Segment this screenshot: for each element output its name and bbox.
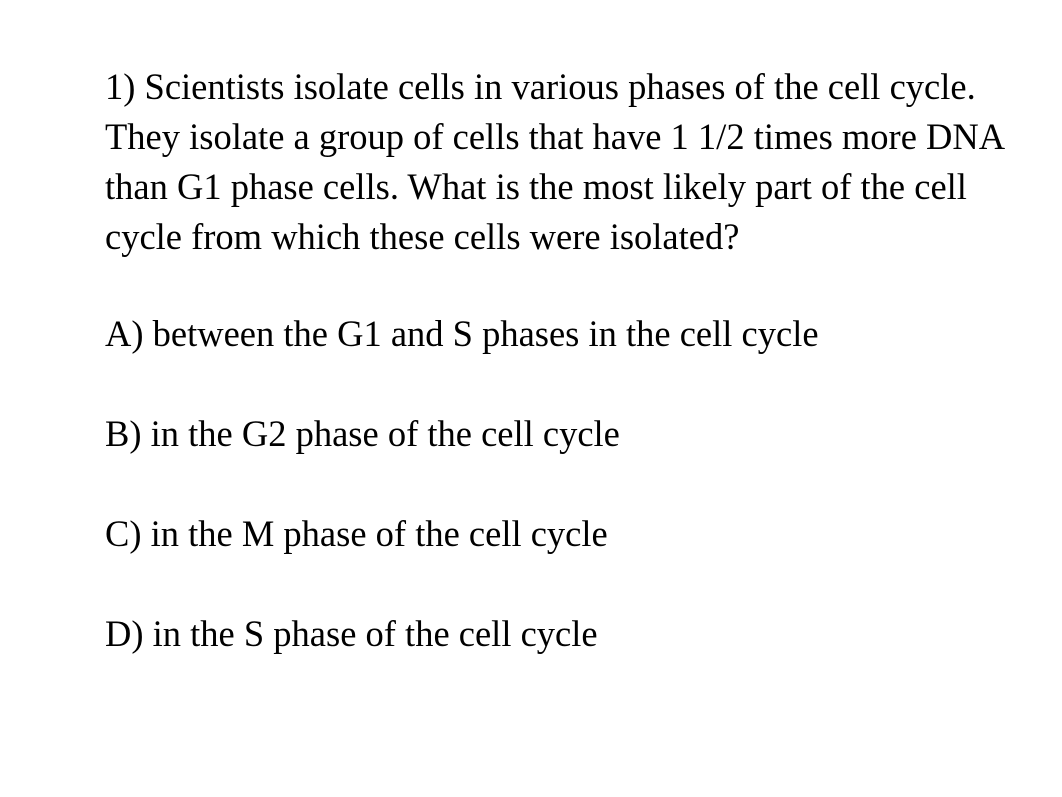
answer-choices	[105, 309, 1035, 659]
choice-c: C) in the M phase of the cell cycle	[105, 513, 608, 554]
slide-content	[105, 62, 1035, 659]
choice-d: D) in the S phase of the cell cycle	[105, 613, 598, 654]
choice-b: B) in the G2 phase of the cell cycle	[105, 413, 620, 454]
choice-a: A) between the G1 and S phases in the cell cycle	[105, 313, 819, 354]
question-text: 1) Scientists isolate cells in various phases of the cell cycle. They isolate a group of cells that have 1 1/2 times more DNA than G1 phase cells. What is the most likely part of the cell cycle from which these cells were isolated?	[105, 66, 1004, 257]
